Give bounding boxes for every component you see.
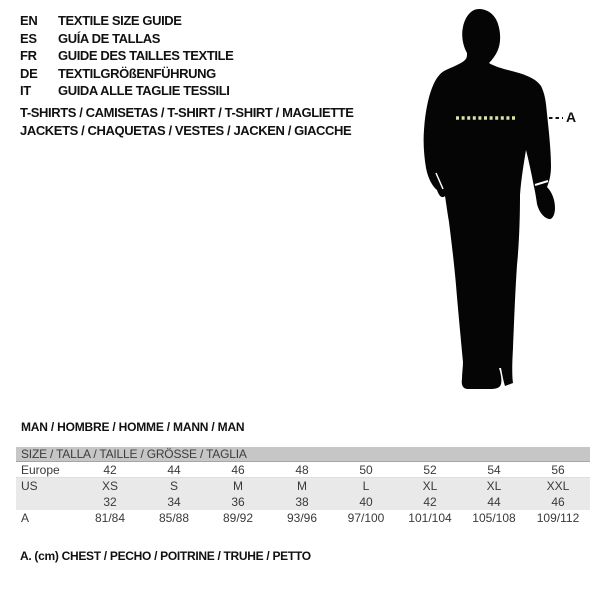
size-row-us [16,478,590,494]
language-list [20,12,233,100]
language-code: FR [20,48,37,64]
pocket-slit-highlight [436,173,443,189]
size-row-numeric [16,494,590,510]
sleeve-cuff-highlight [535,181,548,185]
size-cell: 42 [423,495,437,509]
size-cell: 89/92 [222,511,254,525]
size-cell: XS [101,479,118,493]
language-title: GUIDA ALLE TAGLIE TESSILI [58,83,230,99]
language-row-it [20,82,233,100]
measure-label-a: A [566,109,577,125]
size-cell: 32 [103,495,117,509]
language-row-en [20,12,233,30]
row-label: US [21,479,38,493]
size-cell: 97/100 [347,511,385,525]
size-row-europe [16,462,590,478]
size-cell: 105/108 [472,511,516,525]
man-silhouette-shape [424,9,555,389]
language-title: TEXTILGRÖßENFÜHRUNG [58,65,216,81]
language-code: EN [20,13,38,29]
size-cell: 101/104 [408,511,452,525]
product-line-jackets: JACKETS / CHAQUETAS / VESTES / JACKEN / GIACCHE [20,123,352,138]
size-table-header: SIZE / TALLA / TAILLE / GRÖSSE / TAGLIA [16,447,590,462]
size-cell: S [169,479,178,493]
size-row-chest-cm [16,510,590,526]
language-row-de [20,65,233,83]
size-cell: 81/84 [94,511,126,525]
row-label: A [21,511,30,525]
language-row-fr [20,47,233,65]
size-table [16,447,590,526]
size-cell: XXL [546,479,570,493]
language-code: ES [20,30,37,46]
size-cell: 46 [551,495,565,509]
product-line-tshirts: T-SHIRTS / CAMISETAS / T-SHIRT / T-SHIRT / MAGLIETTE [20,105,354,120]
size-cell: 44 [487,495,501,509]
size-cell: 54 [487,462,501,477]
size-cell: M [297,479,307,493]
size-cell: M [233,479,243,493]
size-cell: 93/96 [286,511,318,525]
size-cell: 36 [231,495,245,509]
size-cell: 46 [231,462,245,477]
gender-caption: MAN / HOMBRE / HOMME / MANN / MAN [21,420,245,434]
language-row-es [20,30,233,48]
size-cell: 85/88 [158,511,190,525]
language-title: TEXTILE SIZE GUIDE [58,13,182,29]
language-code: DE [20,65,38,81]
size-cell: 44 [167,462,181,477]
size-cell: 42 [103,462,117,477]
language-code: IT [20,83,31,99]
size-cell: 56 [551,462,565,477]
size-cell: 34 [167,495,181,509]
row-label: Europe [21,462,60,477]
size-cell: 38 [295,495,309,509]
language-title: GUÍA DE TALLAS [58,30,161,46]
size-cell: XL [486,479,502,493]
product-categories [20,104,354,140]
size-cell: 109/112 [536,511,580,525]
language-title: GUIDE DES TAILLES TEXTILE [58,48,234,64]
measurement-footnote: A. (cm) CHEST / PECHO / POITRINE / TRUHE / PETTO [20,549,311,563]
size-cell: 48 [295,462,309,477]
size-cell: L [362,479,370,493]
size-cell: 50 [359,462,373,477]
size-cell: 40 [359,495,373,509]
size-cell: 52 [423,462,437,477]
size-cell: XL [422,479,438,493]
